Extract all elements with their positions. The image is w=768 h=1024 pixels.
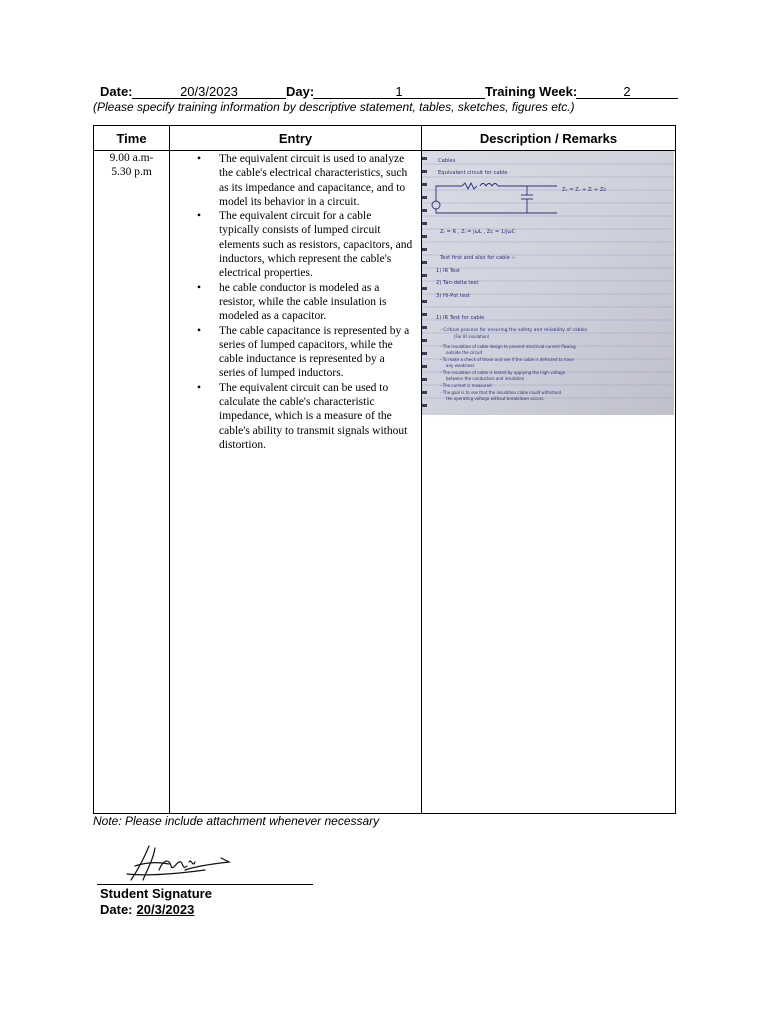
note-line: 1) IR Test [436,268,460,274]
column-header-time: Time [94,126,170,151]
signature-image [125,840,235,884]
note-line: 3) Hi-Pot test [436,293,470,299]
note-line: 1) IR Test for cable [436,315,485,321]
column-header-entry: Entry [170,126,422,151]
date-value: 20/3/2023 [132,84,286,99]
entry-item: • The equivalent circuit is used to analyze the cable's electrical characteristics, such as its impedance and capacitance, and to model its behavior in a circuit. [170,152,413,209]
note-line: Cables [438,158,456,164]
student-signature-label: Student Signature [100,886,212,901]
note-line: any weakness [446,363,475,368]
day-value: 1 [313,84,485,99]
note-line: - The goal is to see that the insulation cable could withstand [440,390,562,395]
entry-item: • he cable conductor is modeled as a resistor, while the cable insulation is modeled as a capacitor. [170,281,413,324]
time-end: 5.30 p.m [111,166,152,178]
entry-item: • The cable capacitance is represented by a series of lumped capacitors, while the cable inductance is represented by a series of lumped inductors. [170,324,413,381]
note-line: between the conductors and insulation [446,376,525,381]
handwritten-notes-photo [422,151,674,415]
note-line: - Critical process for ensuring the safety and reliability of cables [440,328,588,333]
note-line: - The insulation of cable is tested by applying the high voltage [440,370,566,375]
note-line: outside the circuit [446,350,483,355]
note-line: Test first and also for cable :- [440,255,516,261]
signature-line [97,884,313,885]
note-line: (For IR insulation) [454,334,490,339]
entry-cell [170,151,422,814]
time-start: 9.00 a.m- [109,152,154,164]
note-line: - The insulation of cable design to prevent electrical current flowing [440,344,576,349]
remarks-cell [422,151,676,814]
table-header-row [94,126,676,151]
note-line: - The current is measured [440,383,492,388]
table-row [94,151,676,814]
training-week-value: 2 [576,84,678,99]
signature-date-label: Date: [100,902,133,917]
note-line: 2) Tan-delta test [436,280,479,286]
column-header-remarks: Description / Remarks [422,126,676,151]
attachment-note: Note: Please include attachment whenever necessary [93,814,380,828]
entry-item: • The equivalent circuit for a cable typically consists of lumped circuit elements such as resistors, capacitors, and inductors, which represent the cable's electrical properties. [170,209,413,280]
entry-list [170,152,421,452]
training-log-table [93,125,676,814]
note-line: Equivalent circuit for cable [438,170,508,176]
date-label: Date: [100,84,133,99]
training-header [100,84,678,100]
instructions-text: (Please specify training information by descriptive statement, tables, sketches, figures etc.) [93,100,575,114]
note-line: Z₁ = Zᵣ + Zₗ + Zc [562,187,607,193]
note-line: - To make a check of those and see if the cable is defected to have [440,357,574,362]
signature-date [100,902,194,917]
entry-item: • The equivalent circuit can be used to calculate the cable's characteristic impedance, which is a measure of the cable's ability to transmit signals without distortion. [170,381,413,452]
time-cell [94,151,170,814]
training-week-label: Training Week: [485,84,578,99]
note-line: Zᵣ = R , Zₗ = jωL , Zc = 1/jωC [440,229,516,235]
signature-date-value: 20/3/2023 [136,902,195,917]
day-label: Day: [286,84,315,99]
note-line: the operating voltage without breakdown occurs. [446,396,545,401]
